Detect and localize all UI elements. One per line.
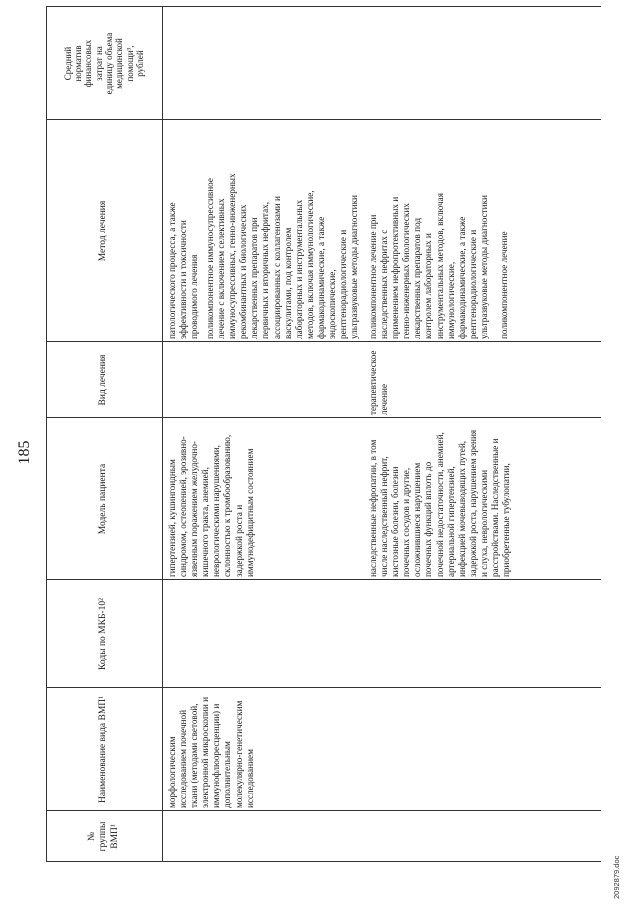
row1-patient-model: гипертензией, кушингоидным синдромом, остеопенией, эрозивно- язвенным поражением желудочно- кишечного тракта, анемией, неврологическими нарушениями, склонностью к тромбообразованию, задержкой роста и иммунодефицитным состоянием (167, 434, 255, 577)
row2-method-part-b: поликомпонентное лечение (499, 231, 509, 339)
header-average-cost: Средний норматив финансовых затрат на единицу объема медицинской помощи³, рублей (62, 32, 146, 95)
row1-method-part-b: поликомпонентное иммуносупрессивное лечение с включением селективных иммуносупрессивных, генно-инженерных рекомбинантных и биологических лекарственных препаратов при первичных и вторичных нефритах, ассоциированных с коллагенозами и васкулитами, под контролем лабораторных и инструментальных методов, включая иммунологические, фармакодинамические, а также эндоскопические, рентгенорадиологические и ультразвуковые методы диагностики (205, 173, 360, 339)
row1-vmp-name: морфологическим исследованием почечной ткани (методами световой, электронной микроскопии и иммунофлюоресценции) и дополнительным молекулярно-генетическим исследованием (167, 697, 255, 808)
row1-method-part-a: патологического процесса, а также эффективности и токсичности проводимого лечения (167, 202, 200, 339)
header-group-number: № группы ВМП¹ (86, 821, 120, 852)
row2-treatment-type: терапевтическое лечение (368, 350, 390, 415)
header-patient-model: Модель пациента (98, 463, 109, 535)
header-treatment-type: Вид лечения (98, 354, 109, 406)
page-number: 185 (16, 440, 33, 465)
header-vmp-name: Наименование вида ВМП¹ (98, 695, 109, 804)
header-bottom-border (162, 7, 163, 862)
row2-method-part-a: поликомпонентное лечение при наследственных нефритах с применением нефропротективных и генно-инженерных биологических лекарственных препаратов под контролем лабораторных и инструментальных методов, включая иммунологические, фармакодинамические, а также рентгенорадиологические и ультразвуковые методы диагностики (368, 193, 489, 339)
header-treatment-method: Метод лечения (98, 200, 109, 262)
row2-patient-model: наследственные нефропатии, в том числе наследственный нефрит, кистозные болезни, болезни почечных сосудов и другие, осложнившиеся нарушением почечных функций вплоть до почечной недостаточности, анемией, артериальной гипертензией, инфекцией мочевыводящих путей, задержкой роста, нарушением зрения и слуха, неврологическими расстройствами. Наследственные и приобретенные тубулопатии, (368, 429, 512, 577)
document-id: 2092879.doc (612, 855, 621, 899)
header-icd-codes: Коды по МКБ-10² (98, 598, 109, 670)
table-top-border (46, 7, 47, 862)
